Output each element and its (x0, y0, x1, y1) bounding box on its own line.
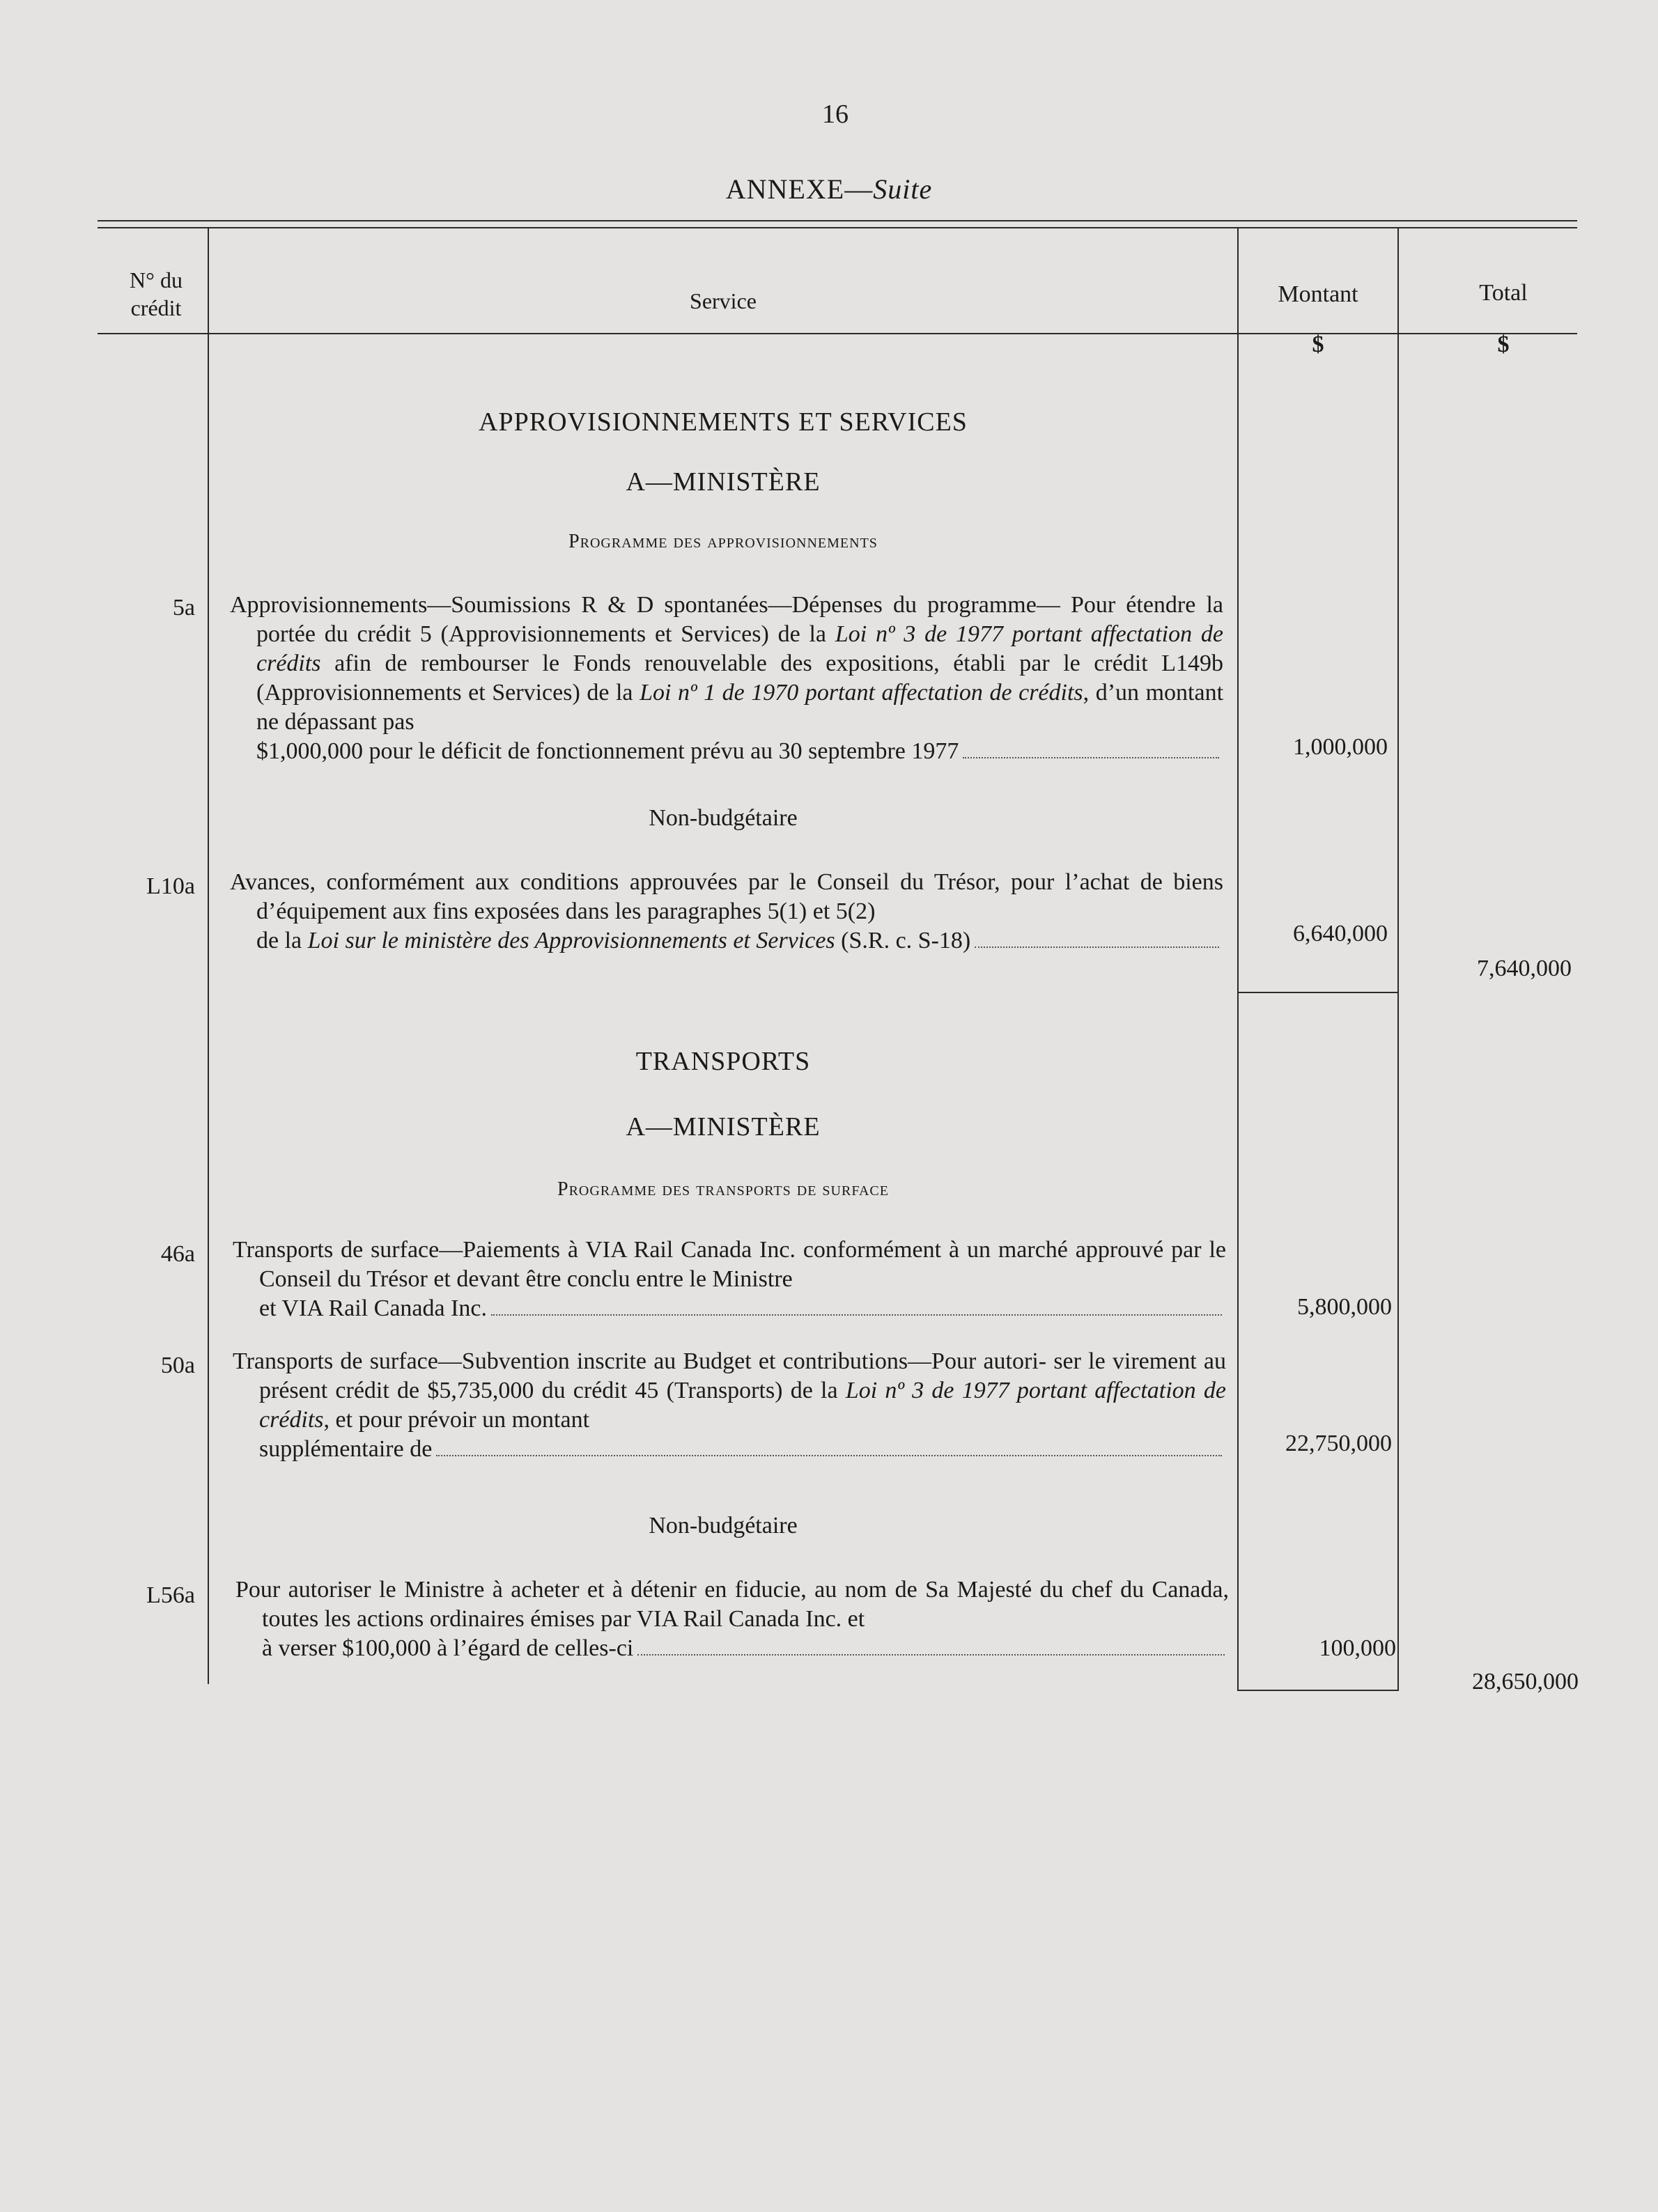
dot-leader (637, 1654, 1225, 1656)
line: afin de rembourser le Fonds renouvelable (320, 651, 767, 676)
line: l’achat de biens d’équipement aux fins exposées dans les paragraphes 5(1) et 5(2) (256, 869, 1223, 924)
amount-currency: $ (1312, 332, 1324, 357)
section1-program: Programme des approvisionnements (568, 531, 878, 552)
amount-value: 5,800,000 (1297, 1294, 1392, 1320)
line: et VIA Rail Canada Inc. (259, 1295, 488, 1321)
vote-number: L10a (146, 873, 195, 899)
line: Pour autoriser le Ministre à acheter et à détenir en fiducie, au nom de Sa Majesté du (235, 1577, 1064, 1603)
line: $1,000,000 pour le déficit de fonctionnement prévu au 30 septembre 1977 (256, 738, 959, 764)
section2-subtitle: A—MINISTÈRE (626, 1112, 821, 1142)
header-amount: Montant (1278, 281, 1358, 307)
nonbudget-label: Non-budgétaire (649, 805, 798, 831)
line: Transports de surface—Paiements à VIA Rail Canada Inc. conformément à un (233, 1237, 991, 1263)
line: Pour étendre la portée du crédit 5 (Approvisionnements et Services) de la (256, 592, 1223, 647)
annex-title-main: ANNEXE— (725, 173, 874, 205)
vote-number: 50a (160, 1353, 195, 1378)
header-service: Service (690, 288, 757, 313)
header-vote-line-2: crédit (130, 295, 182, 320)
line-italic: Loi sur le ministère des Approvisionnements et Services (307, 928, 835, 953)
vote-description (233, 1236, 1226, 1323)
vote-description (233, 1347, 1226, 1464)
line: Approvisionnements—Soumissions R & D spontanées—Dépenses du programme— (230, 592, 1060, 618)
header-vote-line-1: N° du (130, 267, 183, 293)
line: (S.R. c. S-18) (835, 928, 971, 953)
line: Avances, conformément aux conditions approuvées par le Conseil du Trésor, pour (230, 869, 1055, 895)
section2-program: Programme des transports de surface (557, 1178, 889, 1200)
line: chef du Canada, toutes les actions ordinaires émises par VIA Rail Canada Inc. et (262, 1577, 1229, 1632)
vote-description (235, 1575, 1229, 1663)
amount-value: 6,640,000 (1293, 921, 1388, 947)
line: , d’un montant ne dépassant pas (256, 680, 1224, 735)
subtotal-rule-2 (1239, 1690, 1397, 1691)
total-currency: $ (1497, 332, 1510, 357)
vote-number: L56a (146, 1582, 195, 1608)
dot-leader (436, 1455, 1222, 1456)
annex-title-suite: Suite (873, 173, 933, 205)
section-total: 28,650,000 (1472, 1669, 1579, 1695)
line: de la (256, 928, 308, 953)
nonbudget-label: Non-budgétaire (649, 1513, 798, 1539)
table-top-rule-2 (98, 227, 1577, 228)
dot-leader (491, 1314, 1222, 1316)
vote-number: 5a (172, 595, 195, 621)
vote-description (230, 591, 1223, 766)
line: Transports de surface—Subvention inscrite au Budget et contributions—Pour autori- (233, 1348, 1047, 1374)
dot-leader (963, 757, 1219, 758)
line: marché approuvé par le Conseil du Trésor et devant être conclu entre le Ministre (259, 1237, 1226, 1292)
section1-title: APPROVISIONNEMENTS ET SERVICES (479, 407, 968, 437)
col-divider-vote (208, 228, 209, 1684)
vote-number: 46a (160, 1241, 195, 1267)
table-top-rule-1 (98, 220, 1577, 221)
line-italic: de 1977 portant affectation de crédits (256, 621, 1224, 676)
page-number: 16 (822, 100, 849, 129)
line: , et pour prévoir un montant (323, 1407, 590, 1433)
amount-value: 100,000 (1319, 1635, 1396, 1661)
dot-leader (975, 947, 1219, 948)
section1-subtitle: A—MINISTÈRE (626, 467, 821, 497)
line-italic: Loi nº 3 de 1977 portant affectation de crédits (259, 1378, 1226, 1433)
amount-value: 22,750,000 (1285, 1431, 1392, 1456)
header-total: Total (1479, 280, 1528, 306)
vote-description (230, 868, 1223, 956)
subtotal-rule-1 (1239, 992, 1397, 993)
col-divider-amount (1237, 228, 1239, 1691)
line: des expositions, établi par le crédit L149b (Approvisionnements et Services) de la (256, 651, 1223, 706)
annex-title (0, 173, 1658, 205)
line-italic: Loi nº 1 de 1970 portant affectation de crédits (640, 680, 1083, 706)
section2-title: TRANSPORTS (635, 1047, 811, 1076)
line: supplémentaire de (259, 1436, 433, 1462)
line: à verser $100,000 à l’égard de celles-ci (262, 1635, 634, 1661)
line-italic: Loi nº 3 (835, 621, 916, 647)
amount-value: 1,000,000 (1293, 734, 1388, 760)
line: ser le virement au présent crédit de $5,735,000 du crédit 45 (Transports) de la (259, 1348, 1227, 1403)
section-total: 7,640,000 (1477, 956, 1572, 981)
